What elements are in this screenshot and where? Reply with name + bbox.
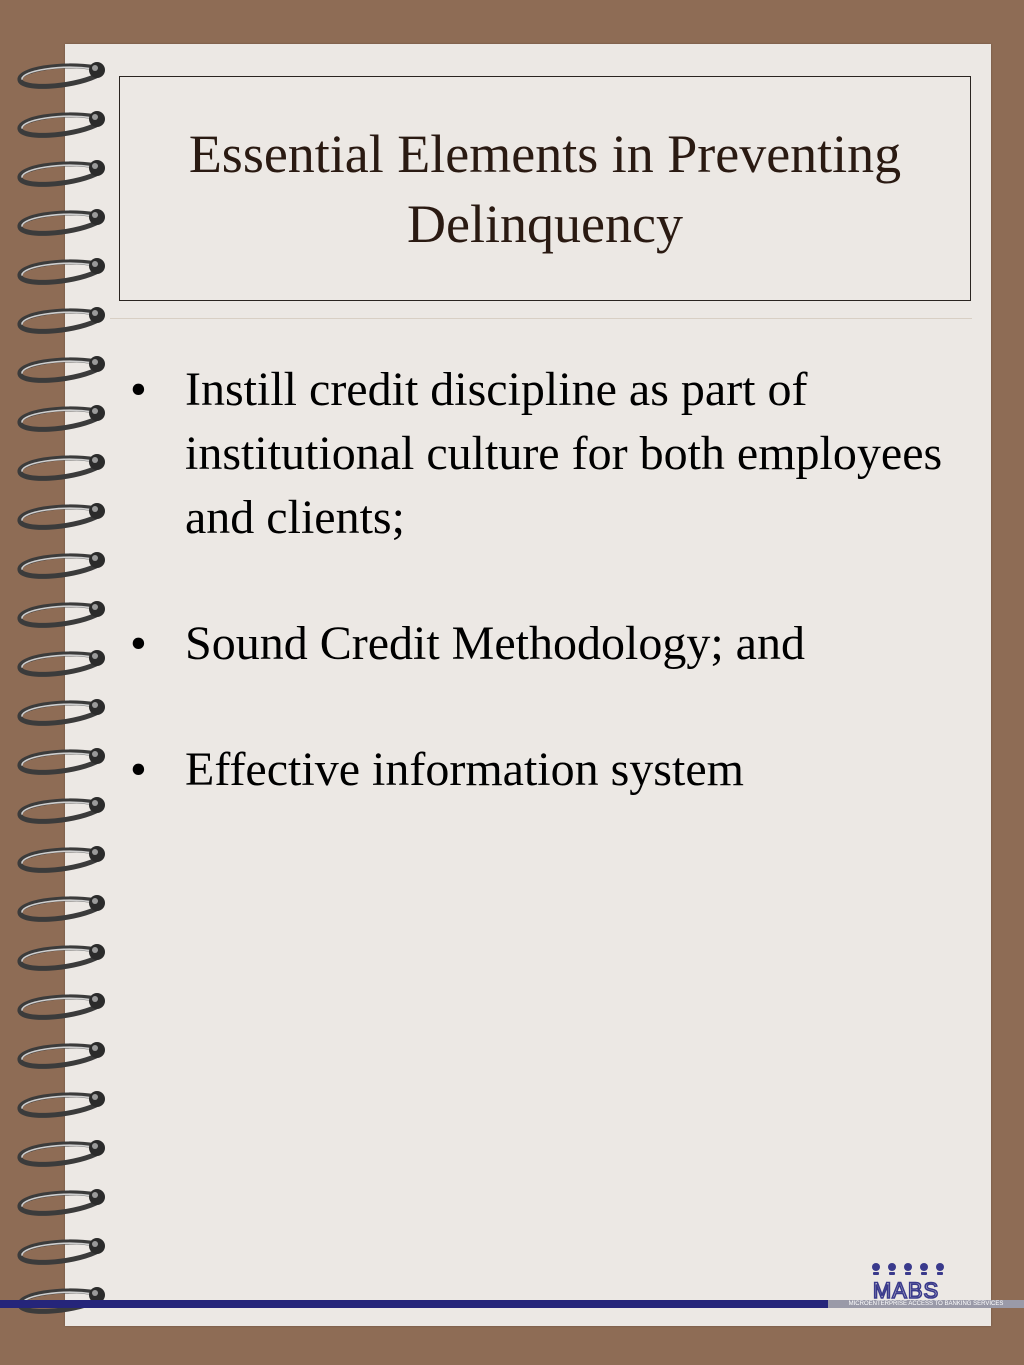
five-person-figures-icon <box>872 1263 944 1275</box>
spiral-ring <box>20 895 105 919</box>
spiral-ring <box>20 650 105 674</box>
bullet-marker: • <box>130 363 147 416</box>
spiral-ring <box>20 1140 105 1164</box>
title-divider <box>110 318 972 319</box>
bullet-text: Instill credit discipline as part of institutional culture for both employees and clients; <box>185 363 943 544</box>
spiral-ring <box>20 160 105 184</box>
spiral-ring <box>20 111 105 135</box>
bullet-list <box>130 358 960 802</box>
logo-wordmark: MABS <box>872 1278 940 1303</box>
bullet-text: Sound Credit Methodology; and <box>185 617 805 670</box>
spiral-ring <box>20 307 105 331</box>
bullet-text: Effective information system <box>185 743 744 796</box>
bullet-item <box>130 612 960 676</box>
bullet-marker: • <box>130 617 147 670</box>
spiral-ring <box>20 699 105 723</box>
title-frame <box>119 76 971 301</box>
bullet-marker: • <box>130 743 147 796</box>
logo-caption: MICROENTERPRISE ACCESS TO BANKING SERVICES <box>848 1301 1004 1307</box>
spiral-ring <box>20 993 105 1017</box>
spiral-ring <box>20 1042 105 1066</box>
spiral-ring <box>20 1091 105 1115</box>
spiral-ring <box>20 454 105 478</box>
spiral-ring <box>20 62 105 86</box>
spiral-ring <box>20 748 105 772</box>
bullet-item <box>130 738 960 802</box>
spiral-ring <box>20 503 105 527</box>
spiral-ring <box>20 552 105 576</box>
footer-bar <box>0 1300 828 1308</box>
spiral-ring <box>20 209 105 233</box>
spiral-ring <box>20 601 105 625</box>
spiral-ring <box>20 1189 105 1213</box>
spiral-ring <box>20 405 105 429</box>
spiral-ring <box>20 258 105 282</box>
spiral-ring <box>20 944 105 968</box>
bullet-item <box>130 358 960 550</box>
spiral-ring <box>20 356 105 380</box>
spiral-ring <box>20 1238 105 1262</box>
spiral-binding-icon <box>0 0 130 1365</box>
slide-title: Essential Elements in Preventing Delinquency <box>188 123 902 254</box>
spiral-ring <box>20 846 105 870</box>
spiral-ring <box>20 797 105 821</box>
